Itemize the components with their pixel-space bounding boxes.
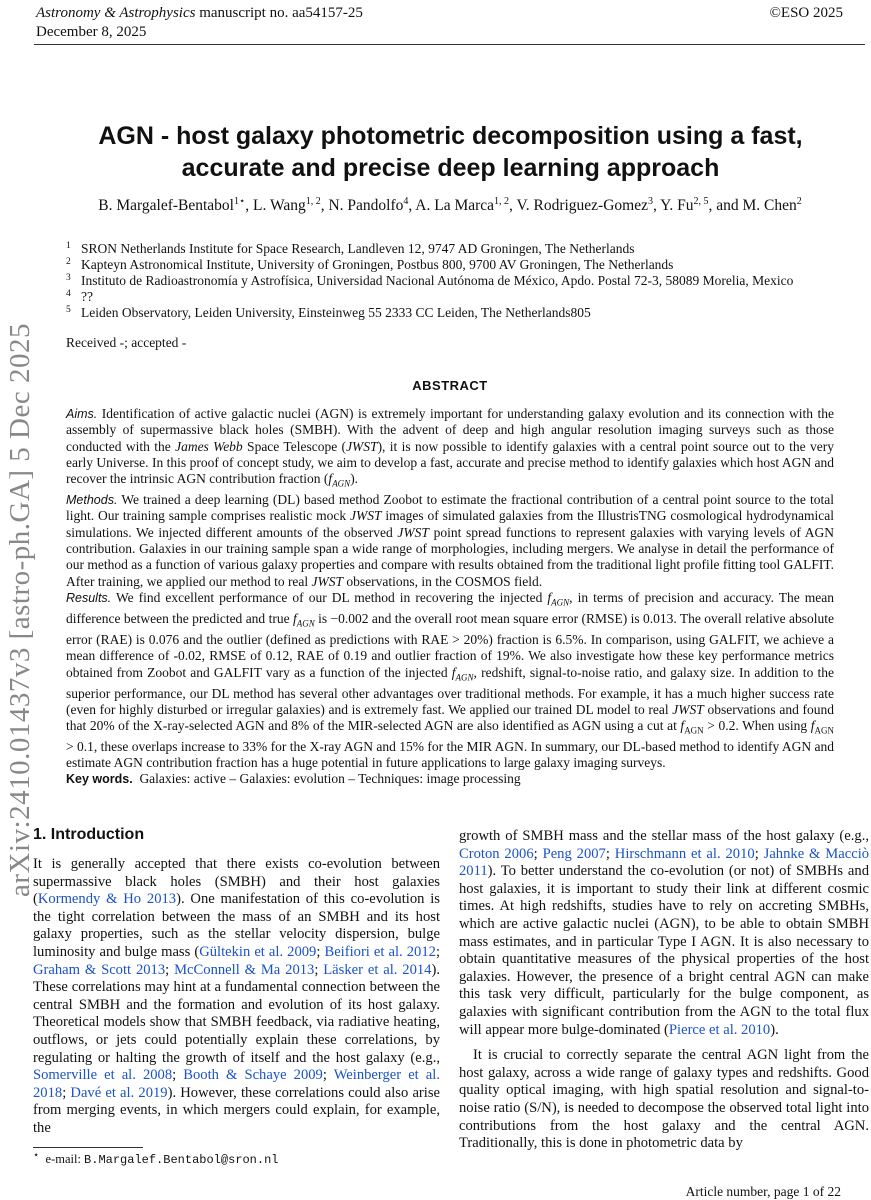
- column-left: [33, 856, 440, 1138]
- affiliation: 5 Leiden Observatory, Leiden University, Einsteinweg 55 2333 CC Leiden, The Netherlands805: [66, 305, 591, 320]
- affiliation: 4 ??: [66, 289, 93, 304]
- affiliation: 1 SRON Netherlands Institute for Space Research, Landleven 12, 9747 AD Groningen, The Netherlands: [66, 241, 635, 256]
- journal-name: Astronomy & Astrophysics: [36, 5, 196, 21]
- author-list: B. Margalef-Bentabol$^{1⋆}$, L. Wang$^{1, 2}$, N. Pandolfo$^4$, A. La Marca$^{1, 2}$, V. Rodriguez-Gomez$^3$, Y. Fu$^{2, 5}$, and M. Chen$^2$: [98, 195, 802, 214]
- manuscript-number: manuscript no. aa54157-25: [199, 5, 363, 21]
- paragraph: growth of SMBH mass and the stellar mass of the host galaxy (e.g., Croton 2006; Peng 2007; Hirschmann et al. 2010; Jahnke & Macciò 2011). To better understand the co-evolution (or not) of SMBHs and host galaxies, it is important to study their link at different cosmic times. At high redshifts, studies have to rely on accreting SMBHs, which are active galactic nuclei (AGN), to be able to obtain SMBH mass estimates, and in particular Type I AGN. It is also necessary to obtain quantitative measures of the physical properties of the host galaxies. However, the presence of a bright central AGN can make this task very difficult, particularly for the bulge component, as galaxies with significant contribution from the AGN to the total flux will appear more bulge-dominated (Pierce et al. 2010).: [459, 828, 870, 1038]
- author: N. Pandolfo: [328, 197, 404, 214]
- paragraph: It is generally accepted that there exists co-evolution between supermassive black holes (SMBH) and their host galaxies (Kormendy & Ho 2013). One manifestation of this co-evolution is the tight correlation between the mass of an SMBH and its host galaxy properties, such as the stellar velocity dispersion, bulge luminosity and bulge mass (Gültekin et al. 2009; Beifiori et al. 2012; Graham & Scott 2013; McConnell & Ma 2013; Läsker et al. 2014). These correlations may hint at a fundamental connection between the central SMBH and the formation and evolution of its host galaxy. Theoretical models show that SMBH feedback, via radiative heating, outflows, or jets could potentially explain these correlations, by regulating or halting the growth of itself and the host galaxy (e.g., Somerville et al. 2008; Booth & Schaye 2009; Weinberger et al. 2018; Davé et al. 2019). However, these correlations could also arise from merging events, in which mergers could explain, for example, the: [33, 856, 440, 1136]
- affiliation: 3 Instituto de Radioastronomía y Astrofísica, Universidad Nacional Autónoma de México, Apdo. Postal 72-3, 58089 Morelia, Mexico: [66, 273, 794, 288]
- section-heading: 1. Introduction: [33, 826, 145, 843]
- paper-title: [60, 120, 841, 184]
- author: B. Margalef-Bentabol: [98, 197, 234, 214]
- arxiv-stamp: arXiv:2410.01437v3 [astro-ph.GA] 5 Dec 2025: [4, 323, 36, 898]
- header-rule: [34, 44, 865, 45]
- footnote: ⋆ e-mail: B.Margalef.Bentabol@sron.nl: [33, 1149, 279, 1167]
- abstract-results: Results. We find excellent performance of our DL method in recovering the injected $f_{AGN}$, in terms of precision and accuracy. The mean difference between the predicted and true $f_{AGN}$ is −0.002 and the overall root mean square error (RMSE) is 0.013. The overall relative absolute error (RAE) is 0.076 and the outlier (defined as predictions with RAE > 20%) fraction is 6.5%. In comparison, using GALFIT, we achieve a mean difference of -0.02, RMSE of 0.12, RAE of 0.19 and outlier fraction of 19%. We also investigate how these key performance metrics obtained from Zoobot and GALFIT vary as a function of the injected $f_{AGN}$, redshift, signal-to-noise ratio, and galaxy size. In addition to the superior performance, our DL method has several other advantages over traditional methods. For example, it has a much higher success rate (even for highly disturbed or irregular galaxies) and is extremely fast. We applied our trained DL model to real JWST observations and found that 20% of the X-ray-selected AGN and 8% of the MIR-selected AGN are also identified as AGN using a cut at $f_{AGN} > 0.2$. When using $f_{AGN} > 0.1$, these overlaps increase to 33% for the X-ray AGN and 15% for the MIR AGN. In summary, our DL-based method to identify AGN and estimate AGN contribution fraction has a huge potential in future applications to large galaxy imaging surveys.: [66, 589, 834, 771]
- abstract-aims: Aims. Identification of active galactic nuclei (AGN) is extremely important for understanding galaxy evolution and its connection with the assembly of supermassive black holes (SMBH). With the advent of deep and high angular resolution imaging surveys such as those conducted with the James Webb Space Telescope (JWST), it is now possible to identify galaxies with a central point source out to the very early Universe. In this proof of concept study, we aim to develop a fast, accurate and precise method to identify galaxies which host AGN and recover the intrinsic AGN contribution fraction $(f_{AGN})$.: [66, 406, 834, 489]
- author: L. Wang: [253, 197, 306, 214]
- title-line-2: accurate and precise deep learning approach: [181, 154, 720, 182]
- running-header: [36, 4, 363, 42]
- column-right: [459, 828, 869, 1153]
- author: V. Rodriguez-Gomez: [516, 197, 648, 214]
- paragraph: It is crucial to correctly separate the central AGN light from the host galaxy, across a wide range of galaxy types and redshifts. Good quality optical imaging, with high spatial resolution and signal-to-noise ratio (S/N), is needed to decompose the observed total light into contributions from the host galaxy and the central AGN. Traditionally, this is done in photometric data by: [459, 1047, 869, 1152]
- copyright: ©ESO 2025: [769, 5, 843, 21]
- page-footer: Article number, page 1 of 22: [685, 1184, 841, 1199]
- abstract-heading: ABSTRACT: [412, 378, 488, 393]
- keywords: Key words. Galaxies: active – Galaxies: evolution – Techniques: image processing: [66, 771, 521, 786]
- email-link[interactable]: B.Margalef.Bentabol@sron.nl: [84, 1153, 279, 1167]
- author: Y. Fu: [660, 197, 694, 214]
- affiliation: 2 Kapteyn Astronomical Institute, University of Groningen, Postbus 800, 9700 AV Groningen, The Netherlands: [66, 257, 674, 272]
- title-line-1: AGN - host galaxy photometric decomposition using a fast,: [98, 122, 803, 150]
- abstract-body: [66, 406, 834, 772]
- received-line: Received -; accepted -: [66, 335, 187, 350]
- abstract-methods: Methods. We trained a deep learning (DL) based method Zoobot to estimate the fractional contribution of a central point source to the total light. Our training sample comprises realistic mock JWST images of simulated galaxies from the IllustrisTNG cosmological hydrodynamical simulations. We injected different amounts of the observed JWST point spread functions to represent galaxies with varying levels of AGN contribution. Galaxies in our training sample span a wide range of morphologies, including mergers. We analyse in detail the performance of our method as a function of various galaxy properties and compare with results obtained from the traditional light profile fitting tool GALFIT. After training, we applied our method to real JWST observations, in the COSMOS field.: [66, 492, 834, 589]
- footnote-rule: [33, 1147, 143, 1148]
- affiliations: [66, 241, 793, 321]
- author: M. Chen: [742, 197, 797, 214]
- header-date: December 8, 2025: [36, 24, 147, 40]
- author: A. La Marca: [415, 197, 495, 214]
